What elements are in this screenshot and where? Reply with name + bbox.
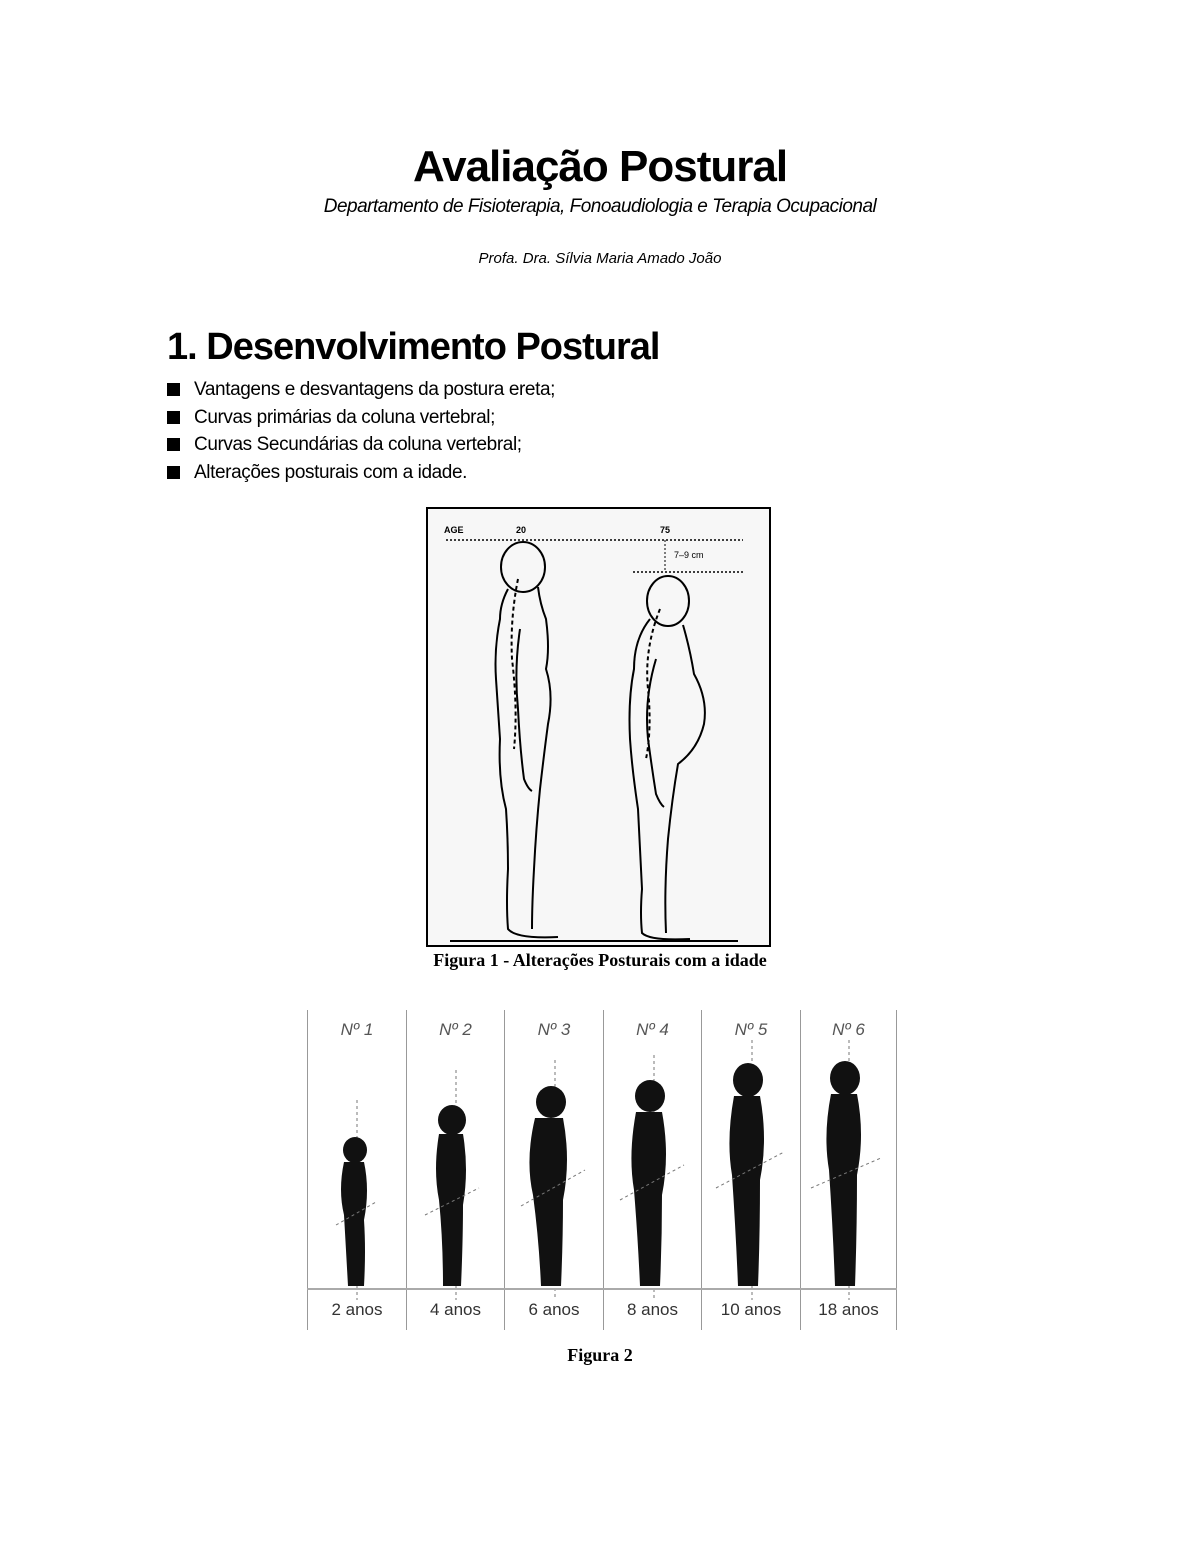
development-panel	[504, 1010, 603, 1330]
height-loss-label: 7–9 cm	[674, 550, 704, 560]
panel-age: 2 anos	[331, 1300, 383, 1319]
list-item: Curvas Secundárias da coluna vertebral;	[167, 431, 555, 459]
panel-number: Nº 2	[439, 1020, 472, 1039]
topic-list	[167, 376, 555, 486]
square-bullet-icon	[167, 466, 180, 479]
silhouette-18-anos	[801, 1010, 898, 1300]
list-item: Alterações posturais com a idade.	[167, 459, 555, 487]
list-item: Vantagens e desvantagens da postura ereta;	[167, 376, 555, 404]
panel-number: Nº 6	[832, 1020, 865, 1039]
development-panel	[307, 1010, 406, 1330]
panel-age: 6 anos	[528, 1300, 580, 1319]
department-subtitle: Departamento de Fisioterapia, Fonoaudiologia e Terapia Ocupacional	[323, 196, 877, 217]
panel-age: 8 anos	[626, 1300, 679, 1319]
silhouette-8-anos	[604, 1010, 702, 1300]
panel-age: 10 anos	[720, 1300, 782, 1319]
silhouette-6-anos	[505, 1010, 604, 1300]
square-bullet-icon	[167, 438, 180, 451]
development-panel	[603, 1010, 701, 1330]
panel-number: Nº 4	[636, 1020, 669, 1039]
panel-age: 4 anos	[429, 1300, 482, 1319]
panel-number: Nº 1	[340, 1020, 374, 1039]
figure-posture-age	[426, 507, 771, 947]
silhouette-4-anos	[407, 1010, 505, 1300]
panel-number: Nº 5	[734, 1020, 768, 1039]
ground-line	[307, 1288, 897, 1290]
section-heading: 1. Desenvolvimento Postural	[167, 326, 660, 368]
posture-illustration	[428, 509, 769, 945]
silhouette-10-anos	[702, 1010, 801, 1300]
figure2-caption: Figura 2	[567, 1345, 633, 1365]
figure-posture-development	[307, 1010, 897, 1330]
age-20-label: 20	[516, 525, 527, 535]
square-bullet-icon	[167, 411, 180, 424]
age-75-label: 75	[660, 525, 671, 535]
development-panel	[701, 1010, 800, 1330]
development-panel	[406, 1010, 504, 1330]
figure1-caption: Figura 1 - Alterações Posturais com a idade	[433, 950, 767, 970]
development-panel	[800, 1010, 897, 1330]
panel-age: 18 anos	[818, 1300, 879, 1319]
panel-number: Nº 3	[537, 1020, 571, 1039]
document-title: Avaliação Postural	[412, 142, 788, 191]
author-line: Profa. Dra. Sílvia Maria Amado João	[478, 250, 722, 267]
square-bullet-icon	[167, 383, 180, 396]
silhouette-2-anos	[308, 1010, 407, 1300]
age-axis-label: AGE	[444, 525, 464, 535]
list-item: Curvas primárias da coluna vertebral;	[167, 404, 555, 432]
